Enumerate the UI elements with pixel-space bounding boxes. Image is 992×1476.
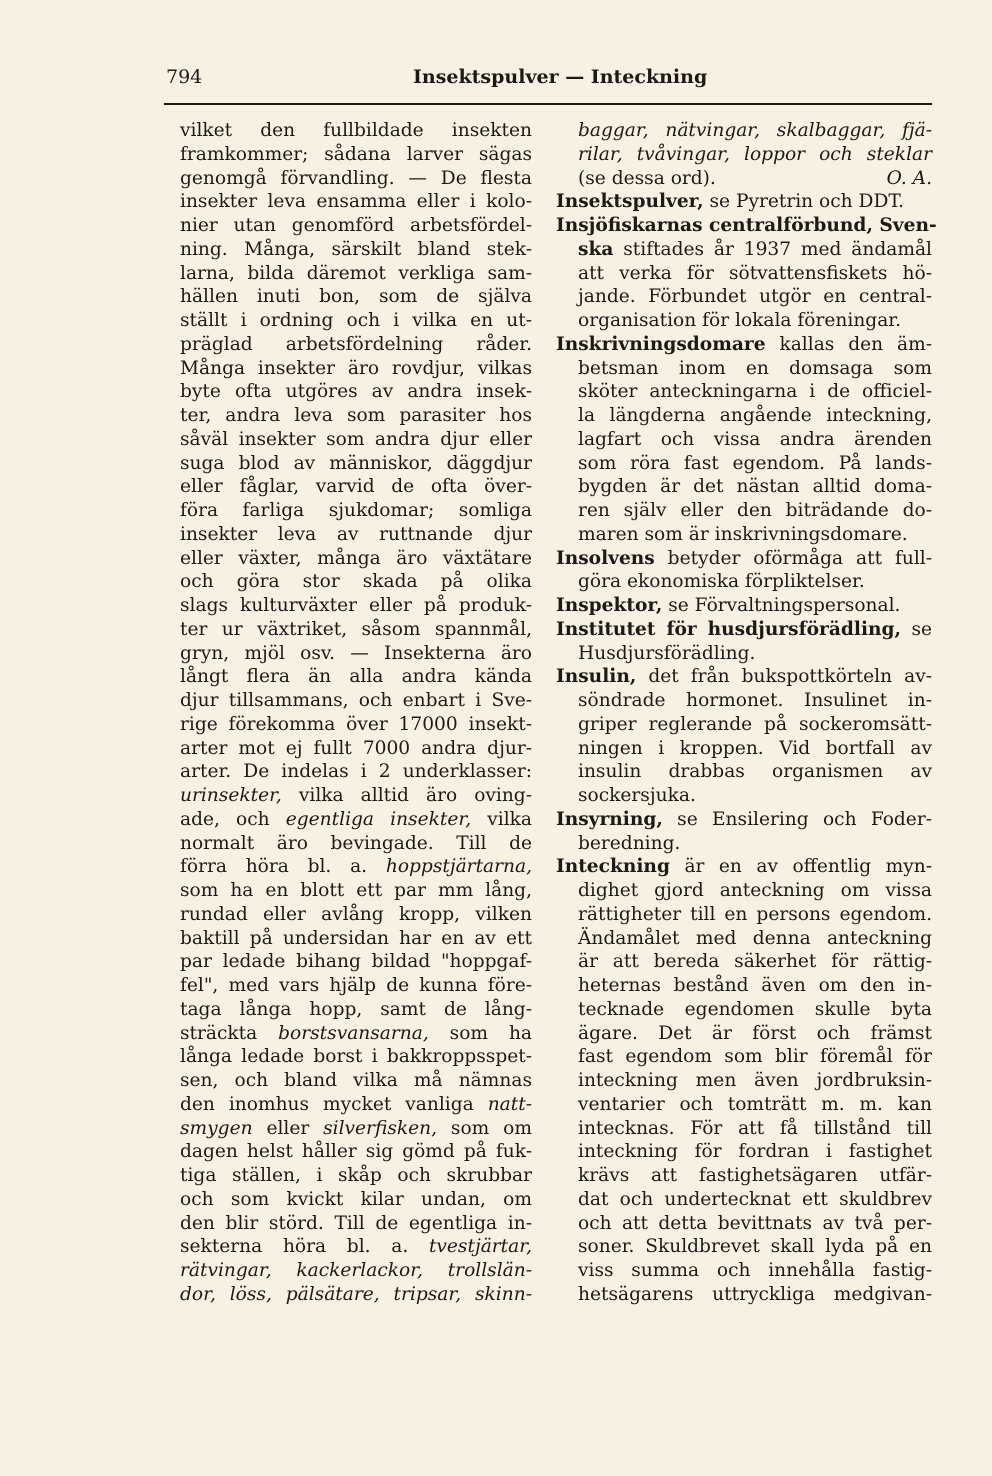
entry-insulin: [556, 665, 932, 689]
right-column: [556, 119, 937, 1307]
italic-term: borstsvansarna,: [278, 1022, 429, 1044]
text-line: djur tillsammans, och enbart i Sve-: [180, 690, 532, 711]
text-line: framkommer; sådana larver sägas: [180, 143, 532, 165]
text-line: [180, 1022, 532, 1046]
text-line: sockersjuka.: [578, 785, 696, 806]
text-fragment: som ha: [428, 1022, 533, 1044]
text-line: och göra stor skada på olika: [180, 571, 532, 593]
italic-term: egentliga insekter,: [285, 808, 472, 830]
text-line: sen, och bland vilka må nämnas: [180, 1070, 532, 1091]
text-line: insekter leva av ruttnande djur: [180, 523, 532, 545]
entry-inspektor: [556, 594, 932, 618]
text-line: larna, bilda däremot verkliga sam-: [180, 262, 532, 284]
text-line: soner. Skuldbrevet skall lyda på en: [578, 1236, 932, 1258]
text-line: organisation för lokala föreningar.: [578, 310, 902, 331]
text-fragment: se Förvaltningspersonal.: [662, 595, 901, 616]
text-line: eller fåglar, varvid de ofta över-: [180, 476, 532, 498]
text-line: rättigheter till en persons egendom.: [578, 903, 932, 925]
text-fragment: vilka: [471, 808, 532, 830]
text-line: hetsägarens uttryckliga medgivan-: [578, 1283, 932, 1305]
text-line: baktill på undersidan har en av ett: [180, 927, 532, 949]
text-line: viss summa och innehålla fastig-: [578, 1260, 932, 1281]
text-fragment: se: [901, 618, 932, 640]
text-fragment: sträckta: [180, 1022, 279, 1044]
headword: Insyrning,: [556, 808, 663, 830]
text-line: tiga ställen, i skåp och skrubbar: [180, 1165, 532, 1186]
entry-insektspulver: [556, 190, 932, 214]
text-line: [180, 1235, 532, 1259]
text-line: vilket den fullbildade insekten: [180, 120, 532, 141]
text-line: präglad arbetsfördelning råder.: [180, 333, 532, 355]
text-line: bygden är det nästan alltid doma-: [578, 476, 932, 498]
headword: Insulin,: [556, 666, 637, 688]
text-line: fast egendom som blir föremål för: [578, 1046, 932, 1068]
italic-term: hoppstjärtarna,: [385, 856, 532, 878]
text-line: Husdjursförädling.: [578, 642, 756, 664]
text-line: sköter anteckningarna i de officiel-: [578, 381, 932, 403]
header-rule: [164, 103, 932, 105]
text-line: maren som är inskrivningsdomare.: [578, 523, 908, 545]
entry-inteckning: [556, 855, 932, 879]
text-line: baggar, nätvingar, skalbaggar, fjä-: [578, 120, 932, 141]
text-line: fel", med vars hjälp de kunna före-: [180, 975, 532, 996]
text-fragment: den inomhus mycket vanliga: [180, 1093, 488, 1115]
text-line: inteckning för fordran i fastighet: [578, 1141, 932, 1163]
text-line: [180, 784, 532, 808]
text-line: ställt i ordning och i vilka en ut-: [180, 310, 532, 331]
entry-inskrivningsdomare: [556, 333, 932, 357]
text-line: rätvingar, kackerlackor, trollslän-: [180, 1260, 532, 1281]
text-line: insekter leva ensamma eller i kolo-: [180, 191, 532, 213]
text-line: inteckning men även jordbruksin-: [578, 1070, 932, 1091]
text-fragment: sekterna höra bl. a.: [180, 1236, 429, 1258]
text-line: la längderna angående inteckning,: [578, 405, 932, 426]
text-line: [180, 1117, 532, 1141]
text-fragment: kallas den äm-: [765, 333, 932, 355]
text-line: ren själv eller den biträdande do-: [578, 500, 932, 521]
text-line: dat och undertecknat ett skuldbrev: [578, 1188, 932, 1210]
text-line: griper reglerande på sockeromsätt-: [578, 713, 932, 735]
text-line: insulin drabbas organismen av: [578, 761, 932, 783]
text-line: ter ur växtriket, såsom spannmål,: [180, 618, 532, 640]
text-fragment: ade, och: [180, 808, 286, 830]
text-fragment: se Pyretrin och DDT.: [703, 191, 904, 213]
text-line: betsman inom en domsaga som: [578, 357, 932, 379]
headword: ska: [578, 238, 614, 260]
text-line: som ha en blott ett par mm lång,: [180, 880, 532, 901]
entry-insyrning: [556, 808, 932, 832]
text-fragment: det från bukspottkörteln av-: [636, 666, 932, 688]
text-line: ventarier och tomträtt m. m. kan: [578, 1093, 932, 1115]
text-line: par ledade bihang bildad "hoppgaf-: [180, 951, 532, 973]
text-fragment: som om: [437, 1117, 532, 1139]
text-line: är att bereda säkerhet för rättig-: [578, 951, 932, 973]
headword: Institutet för husdjursförädling,: [556, 618, 902, 640]
text-line: den blir störd. Till de egentliga in-: [180, 1212, 532, 1234]
text-line: lagfart och vissa andra ärenden: [578, 428, 932, 450]
text-line: arter mot ej fullt 7000 andra djur-: [180, 737, 532, 759]
text-line: [180, 855, 532, 879]
italic-term: tvestjärtar,: [428, 1236, 532, 1258]
running-head: Insektspulver — Inteckning: [413, 66, 708, 88]
text-line: tecknade egendomen skulle byta: [578, 998, 932, 1020]
text-line: hällen inuti bon, som de själva: [180, 286, 532, 308]
text-line: krävs att fastighetsägaren utfär-: [578, 1165, 932, 1186]
text-line: dagen helst håller sig gömd på fuk-: [180, 1141, 532, 1163]
headword: Inspektor,: [556, 595, 663, 616]
text-line: arter. De indelas i 2 underklasser:: [180, 761, 532, 783]
text-line: normalt äro bevingade. Till de: [180, 832, 532, 854]
text-line: [180, 1093, 532, 1117]
text-line: intecknas. För att få tillstånd till: [578, 1117, 932, 1139]
text-line: ter, andra leva som parasiter hos: [180, 405, 532, 426]
text-line: heternas bestånd även om den in-: [578, 975, 932, 996]
text-fragment: se Ensilering och Foder-: [662, 808, 932, 830]
text-fragment: (se dessa ord).: [578, 167, 716, 189]
text-line: och att detta bevittnats av två per-: [578, 1212, 932, 1234]
text-line: [180, 808, 532, 832]
text-fragment: stiftades år 1937 med ändamål: [613, 238, 932, 260]
text-line: ning. Många, särskilt bland stek-: [180, 238, 532, 260]
text-line: som röra fast egendom. På lands-: [578, 452, 932, 474]
page-number: 794: [166, 66, 203, 88]
text-line: Ändamålet med denna anteckning: [578, 927, 932, 949]
italic-term: urinsekter,: [180, 785, 282, 806]
text-line: suga blod av människor, däggdjur: [180, 452, 532, 474]
text-line: nier utan genomförd arbetsfördel-: [180, 215, 532, 236]
text-line: långt flera än alla andra kända: [180, 666, 532, 688]
text-fragment: förra höra bl. a.: [180, 856, 386, 878]
text-line: dor, löss, pälsätare, tripsar, skinn-: [180, 1283, 532, 1305]
headword: Insektspulver,: [556, 191, 704, 213]
text-line: [556, 238, 932, 262]
text-fragment: eller: [252, 1117, 324, 1139]
text-line: göra ekonomiska förpliktelser.: [578, 571, 865, 593]
italic-term: silverfisken,: [323, 1117, 438, 1139]
italic-term: smygen: [180, 1117, 253, 1139]
text-line: Många insekter äro rovdjur, vilkas: [180, 357, 532, 379]
text-line: såväl insekter som andra djur eller: [180, 428, 532, 450]
text-line: taga långa hopp, samt de lång-: [180, 998, 532, 1020]
entry-institutet: [556, 618, 932, 642]
text-line: dighet gjord anteckning om vissa: [578, 880, 932, 901]
headword: Insolvens: [556, 547, 655, 569]
text-line: beredning.: [578, 832, 681, 854]
text-line: långa ledade borst i bakkroppsspet-: [180, 1046, 532, 1068]
text-fragment: är en av offentlig myn-: [669, 856, 932, 878]
text-line: föra farliga sjukdomar; somliga: [180, 500, 532, 521]
text-line: eller växter, många äro växtätare: [180, 547, 532, 569]
author-signature: O. A.: [886, 167, 932, 189]
text-line: söndrade hormonet. Insulinet in-: [578, 690, 932, 711]
left-column: [180, 119, 532, 1307]
text-line: och som kvickt kilar undan, om: [180, 1188, 532, 1210]
headword: Inskrivningsdomare: [556, 333, 766, 355]
text-line: att verka för sötvattensfiskets hö-: [578, 262, 932, 284]
entry-insolvens: [556, 547, 932, 571]
text-line: jande. Förbundet utgör en central-: [578, 286, 932, 308]
text-line: ningen i kroppen. Vid bortfall av: [578, 737, 932, 759]
text-line: rige förekomma över 17000 insekt-: [180, 713, 532, 735]
text-line: genomgå förvandling. — De flesta: [180, 167, 532, 189]
text-line: gryn, mjöl osv. — Insekterna äro: [180, 642, 532, 664]
text-line: ägare. Det är först och främst: [578, 1022, 932, 1044]
text-line: [556, 167, 932, 191]
italic-term: natt-: [487, 1093, 532, 1115]
text-fragment: vilka alltid äro oving-: [281, 785, 532, 806]
text-line: rundad eller avlång kropp, vilken: [180, 903, 532, 925]
entry-insjofiskarnas: Insjöfiskarnas centralförbund, Sven-: [556, 215, 937, 236]
headword: Inteckning: [556, 856, 670, 878]
text-line: rilar, tvåvingar, loppor och steklar: [578, 143, 932, 165]
text-line: slags kulturväxter eller på produk-: [180, 595, 532, 616]
text-line: byte ofta utgöres av andra insek-: [180, 381, 532, 403]
text-fragment: betyder oförmåga att full-: [654, 547, 932, 569]
